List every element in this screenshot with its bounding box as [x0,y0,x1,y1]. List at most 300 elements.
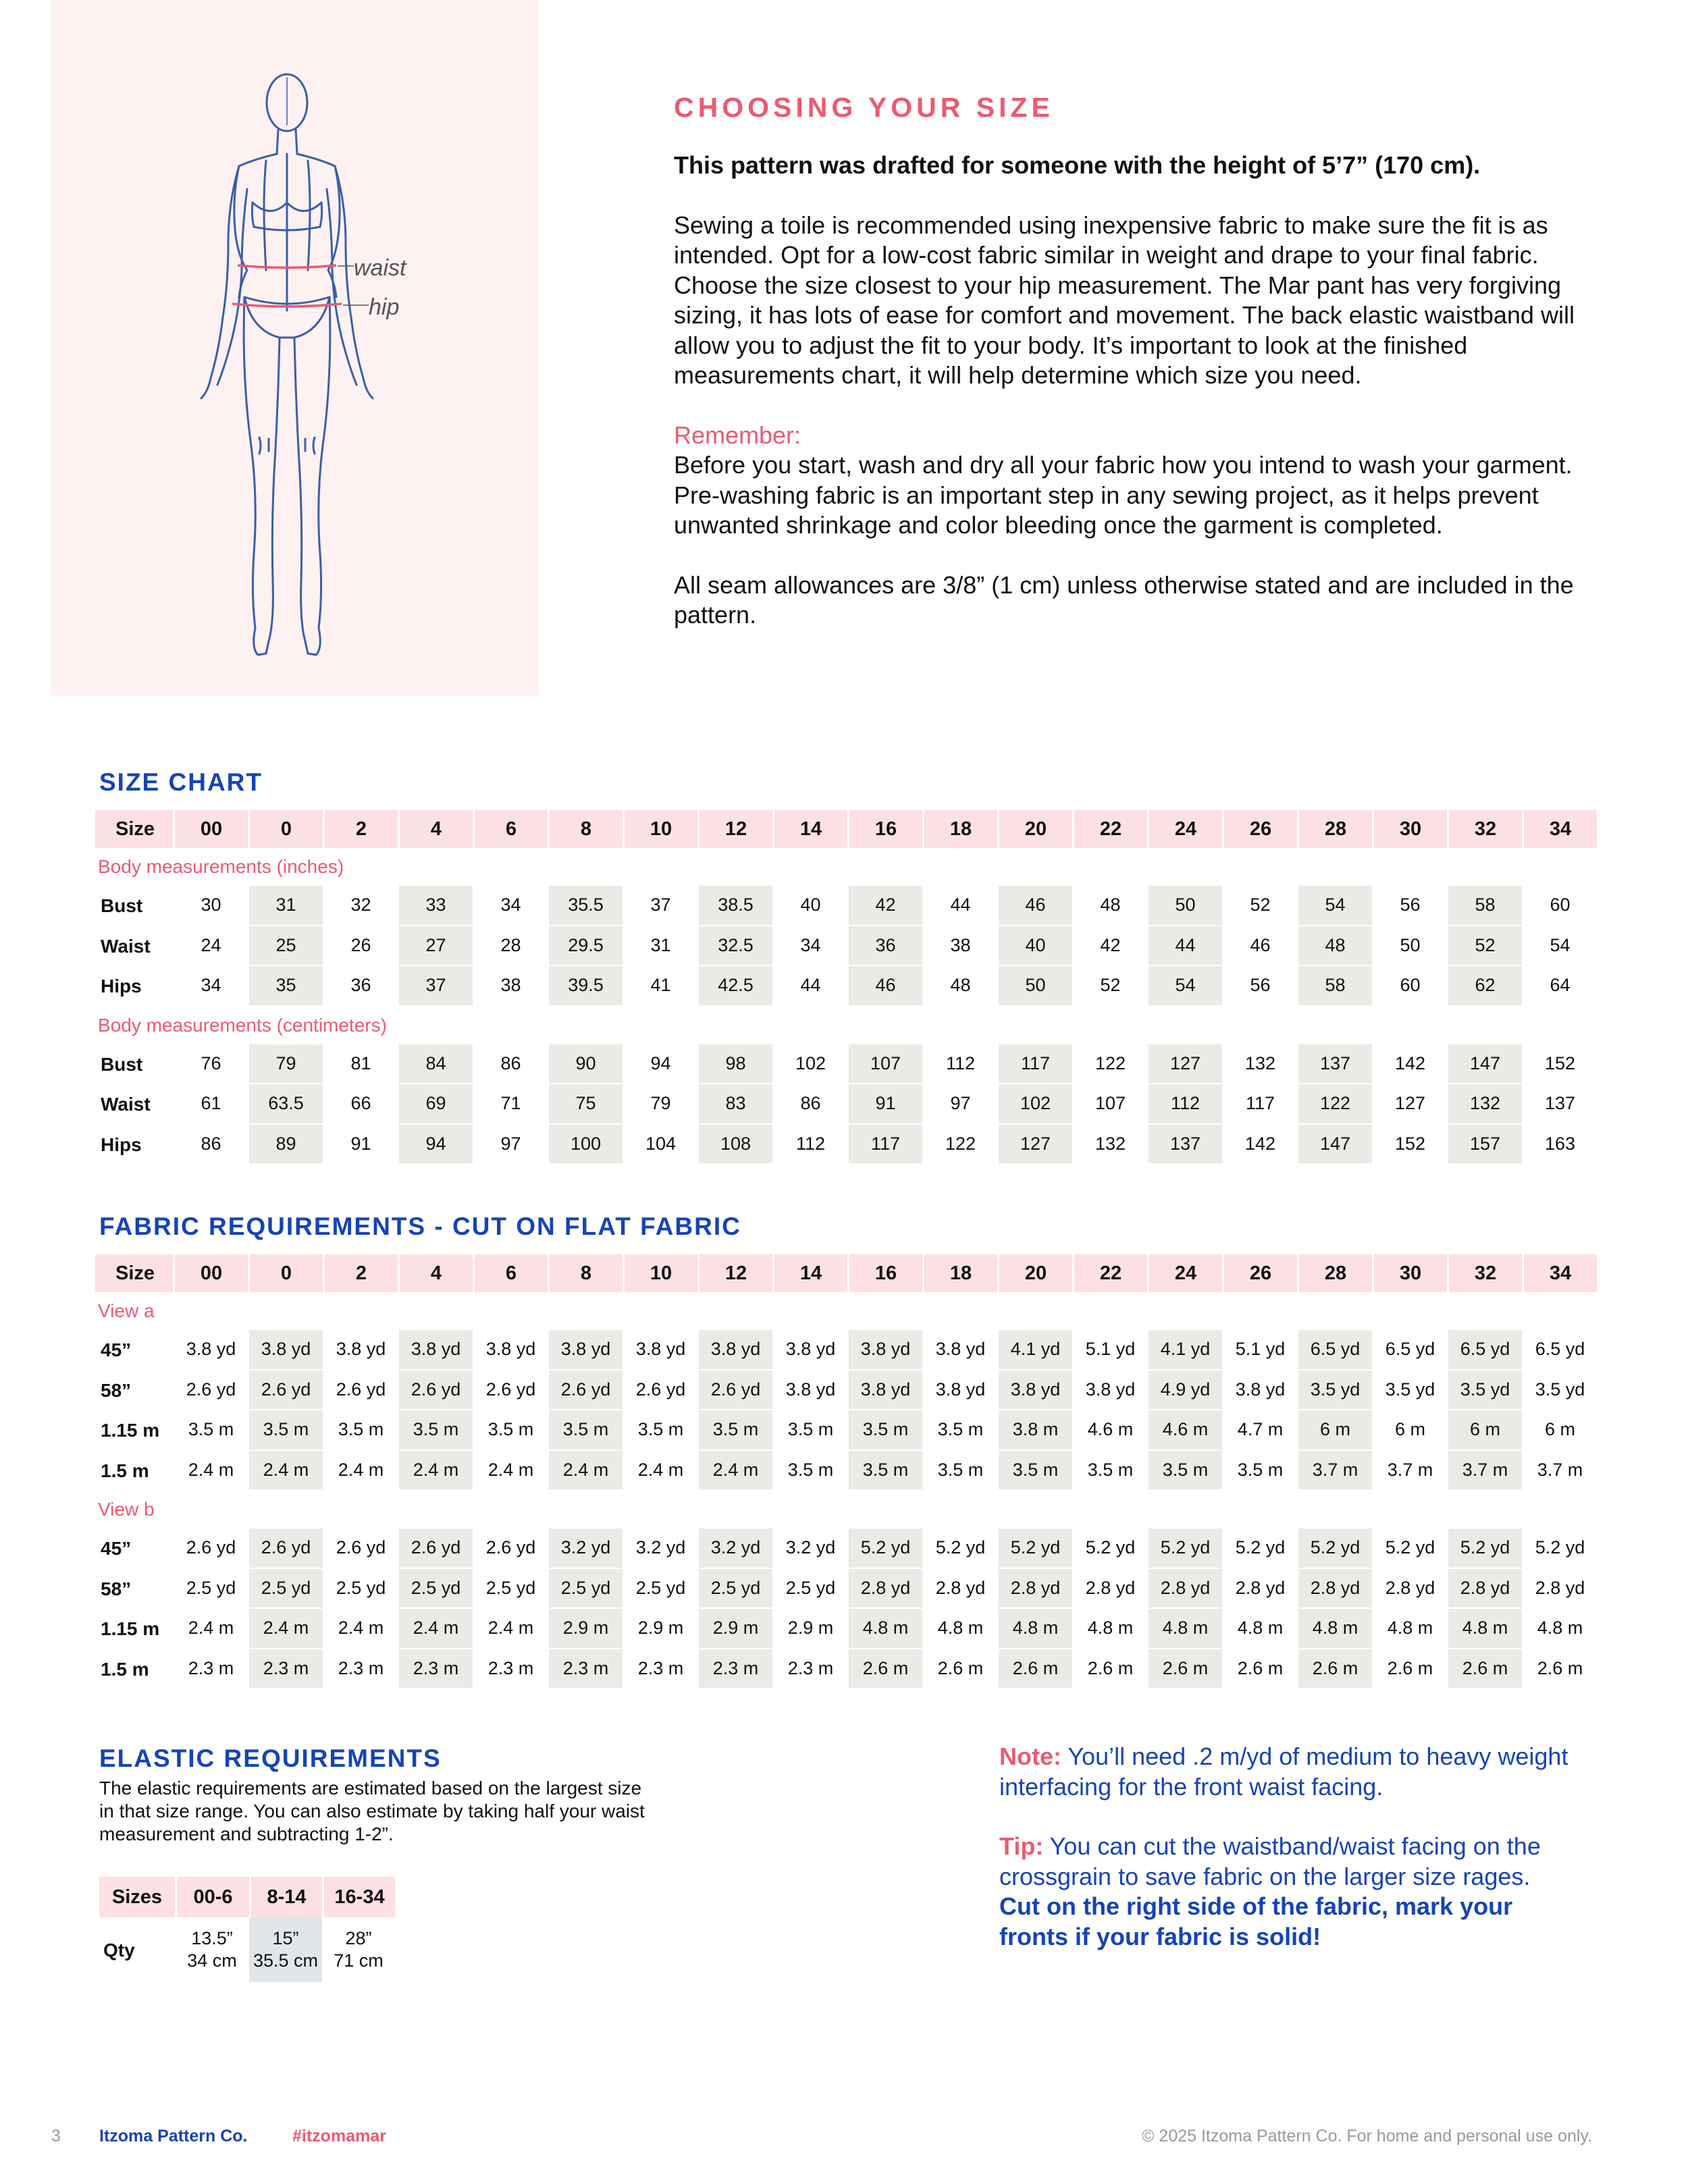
table-cell: 157 [1447,1125,1522,1165]
table-cell: 2.4 m [548,1451,623,1491]
table-cell: 2.9 m [623,1609,697,1649]
table-cell: 91 [847,1084,922,1125]
body-figure-illustration [51,0,539,695]
elastic-qty-cm: 35.5 cm [253,1950,319,1971]
table-cell: 84 [398,1044,473,1085]
elastic-qty-inches: 13.5” [191,1928,233,1948]
table-cell: 2.4 m [398,1609,473,1649]
table-cell: 27 [398,926,473,967]
table-cell: 2.4 m [323,1451,398,1491]
cut-right-side-note: Cut on the right side of the fabric, mark your fronts if your fabric is solid! [999,1892,1513,1950]
table-row [95,1084,1597,1125]
table-cell: 89 [248,1125,323,1165]
table-cell: 127 [1147,1044,1222,1085]
size-column-header: 32 [1447,810,1522,848]
size-column-header: 34 [1522,1254,1597,1292]
table-cell: 5.2 yd [1222,1528,1297,1569]
table-cell: 3.5 m [548,1410,623,1451]
table-cell: 2.5 yd [772,1569,847,1609]
elastic-description-line: measurement and subtracting 1-2”. [99,1823,394,1844]
table-cell: 2.3 m [772,1649,847,1690]
elastic-table-header [99,1877,395,1917]
fabric-requirements-table [95,1254,1597,1689]
table-cell: 3.5 m [922,1451,997,1491]
table-cell: 46 [997,886,1072,926]
table-cell: 37 [623,886,697,926]
table-cell: 2.4 m [398,1451,473,1491]
table-row [95,1410,1597,1451]
row-label: Hips [101,976,142,996]
group-subheading: Body measurements (inches) [98,856,344,877]
table-cell: 5.2 yd [1372,1528,1447,1569]
table-cell: 64 [1522,966,1597,1007]
table-cell: 60 [1522,886,1597,926]
table-cell: 3.5 m [1072,1451,1147,1491]
table-row [95,1649,1597,1690]
table-cell: 122 [1072,1044,1147,1085]
table-cell: 61 [173,1084,248,1125]
size-column-header: 00 [173,810,248,848]
table-cell: 2.4 m [323,1609,398,1649]
table-cell: 3.5 m [847,1410,922,1451]
table-cell: 36 [847,926,922,967]
row-label: 45” [101,1339,132,1360]
table-cell: 2.8 yd [1147,1569,1222,1609]
table-cell: 79 [623,1084,697,1125]
table-cell: 4.8 m [1297,1609,1372,1649]
size-column-header: 0 [248,810,323,848]
figure-panel [51,0,539,695]
table-cell: 52 [1072,966,1147,1007]
table-cell: 6.5 yd [1372,1330,1447,1370]
table-cell: 39.5 [548,966,623,1007]
table-cell: 2.4 m [473,1609,548,1649]
table-cell: 117 [1222,1084,1297,1125]
table-row [95,926,1597,967]
table-cell: 3.8 yd [997,1370,1072,1411]
table-cell: 2.3 m [473,1649,548,1690]
size-column-header: 28 [1297,810,1372,848]
table-cell: 2.8 yd [922,1569,997,1609]
size-column-header: 30 [1372,810,1447,848]
table-cell: 4.6 m [1072,1410,1147,1451]
table-cell: 4.6 m [1147,1410,1222,1451]
size-column-header: 0 [248,1254,323,1292]
table-row [95,1125,1597,1165]
table-cell: 137 [1147,1125,1222,1165]
table-cell: 3.5 yd [1447,1370,1522,1411]
table-cell: 3.5 m [1147,1451,1222,1491]
table-cell: 40 [772,886,847,926]
table-cell: 2.8 yd [847,1569,922,1609]
table-cell: 46 [1222,926,1297,967]
size-column-header: 12 [697,810,772,848]
elastic-qty-cm: 34 cm [187,1950,237,1971]
table-cell: 36 [323,966,398,1007]
row-label: Waist [101,935,151,957]
table-cell: 2.4 m [697,1451,772,1491]
size-column-header: 34 [1522,810,1597,848]
table-cell: 31 [623,926,697,967]
size-column-header: 2 [323,810,398,848]
table-cell: 98 [697,1044,772,1085]
elastic-qty-cm: 71 cm [334,1950,384,1971]
table-cell: 152 [1522,1044,1597,1085]
elastic-description-line: in that size range. You can also estimate by taking half your waist [99,1801,645,1821]
table-cell: 50 [1147,886,1222,926]
size-label-header: Size [115,818,155,840]
row-label: 1.15 m [101,1618,160,1639]
table-cell: 4.1 yd [997,1330,1072,1370]
table-cell: 83 [697,1084,772,1125]
size-column-header: 22 [1072,1254,1147,1292]
table-cell: 2.6 yd [398,1528,473,1569]
table-cell: 97 [922,1084,997,1125]
table-cell: 5.2 yd [847,1528,922,1569]
table-cell: 37 [398,966,473,1007]
fabric-requirements-title: FABRIC REQUIREMENTS - CUT ON FLAT FABRIC [99,1213,741,1240]
table-row [95,966,1597,1007]
tip-paragraph [999,1832,1580,1892]
elastic-size-header: 16-34 [322,1877,395,1917]
table-cell: 142 [1372,1044,1447,1085]
table-cell: 102 [772,1044,847,1085]
table-cell: 35 [248,966,323,1007]
hip-label: hip [369,294,400,320]
size-column-header: 10 [623,810,697,848]
table-cell: 38.5 [697,886,772,926]
table-cell: 6.5 yd [1447,1330,1522,1370]
table-cell: 2.5 yd [248,1569,323,1609]
table-row [95,1569,1597,1609]
table-cell: 3.2 yd [548,1528,623,1569]
row-label: 1.5 m [101,1460,149,1481]
table-row [95,1330,1597,1370]
table-cell: 5.2 yd [1072,1528,1147,1569]
table-cell: 28 [473,926,548,967]
table-row [95,1370,1597,1411]
table-cell: 6.5 yd [1522,1330,1597,1370]
table-cell: 2.4 m [248,1609,323,1649]
table-cell: 71 [473,1084,548,1125]
table-cell: 2.4 m [623,1451,697,1491]
table-cell: 2.3 m [623,1649,697,1690]
size-column-header: 2 [323,1254,398,1292]
table-cell: 6 m [1522,1410,1597,1451]
table-cell: 41 [623,966,697,1007]
group-subheading: Body measurements (centimeters) [98,1014,387,1036]
size-column-header: 4 [398,1254,473,1292]
table-cell: 2.6 m [1222,1649,1297,1690]
table-cell: 63.5 [248,1084,323,1125]
table-cell: 42.5 [697,966,772,1007]
table-cell: 3.5 m [473,1410,548,1451]
table-cell: 4.8 m [1447,1609,1522,1649]
table-cell: 32 [323,886,398,926]
table-cell: 3.7 m [1522,1451,1597,1491]
table-cell: 3.5 yd [1372,1370,1447,1411]
table-cell: 100 [548,1125,623,1165]
table-cell: 3.8 m [997,1410,1072,1451]
size-column-header: 18 [922,1254,997,1292]
table-cell: 90 [548,1044,623,1085]
table-cell: 4.8 m [1147,1609,1222,1649]
sizes-header: Sizes [111,1886,163,1908]
table-cell: 2.6 m [997,1649,1072,1690]
table-cell: 60 [1372,966,1447,1007]
note-paragraph [999,1742,1580,1802]
table-row [95,1451,1597,1491]
elastic-table [99,1877,395,1982]
size-chart-table [95,810,1597,1165]
table-cell: 132 [1222,1044,1297,1085]
table-cell: 5.2 yd [1447,1528,1522,1569]
table-cell: 3.5 yd [1297,1370,1372,1411]
table-cell: 3.5 m [772,1451,847,1491]
size-column-header: 30 [1372,1254,1447,1292]
size-column-header: 12 [697,1254,772,1292]
table-cell: 2.5 yd [173,1569,248,1609]
table-cell: 2.5 yd [323,1569,398,1609]
table-cell: 34 [173,966,248,1007]
table-cell: 4.8 m [1522,1609,1597,1649]
size-column-header: 16 [847,810,922,848]
choosing-size-title: CHOOSING YOUR SIZE [674,92,1054,123]
table-cell: 56 [1222,966,1297,1007]
table-cell: 2.6 yd [248,1528,323,1569]
table-cell: 122 [922,1125,997,1165]
size-column-header: 6 [473,1254,548,1292]
table-cell: 44 [772,966,847,1007]
table-cell: 2.8 yd [1522,1569,1597,1609]
table-cell: 104 [623,1125,697,1165]
table-cell: 32.5 [697,926,772,967]
table-cell: 2.9 m [697,1609,772,1649]
table-cell: 3.5 yd [1522,1370,1597,1411]
table-cell: 4.8 m [922,1609,997,1649]
table-cell: 4.8 m [1222,1609,1297,1649]
tip-text: You can cut the waistband/waist facing on the crossgrain to save fabric on the larger size rages. [999,1832,1541,1890]
table-cell: 2.6 yd [473,1370,548,1411]
table-cell: 3.5 m [922,1410,997,1451]
table-cell: 2.4 m [473,1451,548,1491]
table-cell: 2.6 m [1297,1649,1372,1690]
table-cell: 94 [398,1125,473,1165]
note-label: Note: [999,1742,1061,1770]
table-cell: 2.9 m [548,1609,623,1649]
size-column-header: 32 [1447,1254,1522,1292]
table-cell: 112 [772,1125,847,1165]
row-label: 58” [101,1578,132,1599]
table-cell: 79 [248,1044,323,1085]
table-cell: 52 [1447,926,1522,967]
table-cell: 137 [1522,1084,1597,1125]
brand-name: Itzoma Pattern Co. [99,2127,248,2146]
table-cell: 112 [1147,1084,1222,1125]
row-label: 58” [101,1379,132,1401]
table-cell: 5.2 yd [1522,1528,1597,1569]
table-cell: 3.5 m [323,1410,398,1451]
table-cell: 147 [1447,1044,1522,1085]
table-cell: 3.8 yd [772,1330,847,1370]
prewash-paragraph: Before you start, wash and dry all your fabric how you intend to wash your garment. Pre-washing fabric is an important step in any sewing project, as it helps prevent unwanted shrinkage and color bleeding once the garment is completed. [674,451,1573,539]
table-cell: 2.6 yd [323,1370,398,1411]
table-cell: 42 [1072,926,1147,967]
table-cell: 2.6 m [1147,1649,1222,1690]
table-cell: 117 [997,1044,1072,1085]
table-cell: 35.5 [548,886,623,926]
table-cell: 2.8 yd [1372,1569,1447,1609]
table-cell: 33 [398,886,473,926]
table-cell: 52 [1222,886,1297,926]
table-cell: 40 [997,926,1072,967]
table-cell: 44 [1147,926,1222,967]
table-cell: 2.8 yd [1072,1569,1147,1609]
table-cell: 3.5 m [248,1410,323,1451]
table-cell: 3.2 yd [623,1528,697,1569]
table-cell: 3.8 yd [697,1330,772,1370]
qty-label: Qty [103,1939,135,1961]
table-cell: 44 [922,886,997,926]
table-cell: 2.4 m [173,1609,248,1649]
table-cell: 38 [922,926,997,967]
table-cell: 3.8 yd [922,1370,997,1411]
table-cell: 54 [1522,926,1597,967]
table-cell: 86 [173,1125,248,1165]
table-cell: 3.8 yd [1222,1370,1297,1411]
table-cell: 2.8 yd [1447,1569,1522,1609]
table-cell: 26 [323,926,398,967]
waist-label: waist [354,255,406,281]
size-column-header: 20 [997,810,1072,848]
table-cell: 62 [1447,966,1522,1007]
table-cell: 3.8 yd [323,1330,398,1370]
table-cell: 5.2 yd [997,1528,1072,1569]
size-column-header: 14 [772,1254,847,1292]
table-cell: 3.7 m [1297,1451,1372,1491]
table-cell: 3.2 yd [697,1528,772,1569]
size-column-header: 16 [847,1254,922,1292]
table-cell: 3.8 yd [847,1330,922,1370]
hashtag: #itzomamar [292,2127,386,2146]
table-cell: 2.9 m [772,1609,847,1649]
table-cell: 24 [173,926,248,967]
size-column-header: 8 [548,810,623,848]
table-cell: 3.8 yd [473,1330,548,1370]
size-column-header: 26 [1222,1254,1297,1292]
table-cell: 3.8 yd [1072,1370,1147,1411]
table-cell: 97 [473,1125,548,1165]
table-cell: 2.6 yd [398,1370,473,1411]
table-cell: 4.8 m [997,1609,1072,1649]
table-cell: 2.6 yd [548,1370,623,1411]
table-row [95,886,1597,926]
table-cell: 2.6 m [1447,1649,1522,1690]
height-statement: This pattern was drafted for someone with the height of 5’7” (170 cm). [674,151,1481,179]
table-cell: 2.3 m [323,1649,398,1690]
table-cell: 86 [473,1044,548,1085]
table-cell: 2.6 yd [248,1370,323,1411]
table-cell: 4.7 m [1222,1410,1297,1451]
table-header-row [95,810,1597,848]
size-column-header: 14 [772,810,847,848]
table-cell: 42 [847,886,922,926]
row-label: Bust [101,895,143,916]
table-cell: 3.5 m [847,1451,922,1491]
table-cell: 102 [997,1084,1072,1125]
size-column-header: 8 [548,1254,623,1292]
table-cell: 2.6 yd [623,1370,697,1411]
table-cell: 5.1 yd [1072,1330,1147,1370]
row-label: 1.5 m [101,1658,149,1680]
size-column-header: 00 [173,1254,248,1292]
table-cell: 2.3 m [697,1649,772,1690]
table-cell: 66 [323,1084,398,1125]
elastic-qty-cell [175,1917,249,1982]
table-cell: 127 [1372,1084,1447,1125]
table-cell: 69 [398,1084,473,1125]
table-cell: 107 [847,1044,922,1085]
row-label: Hips [101,1134,142,1155]
table-cell: 122 [1297,1084,1372,1125]
table-cell: 6 m [1372,1410,1447,1451]
copyright-notice: © 2025 Itzoma Pattern Co. For home and personal use only. [1142,2127,1592,2146]
table-cell: 5.2 yd [1297,1528,1372,1569]
table-cell: 3.8 yd [548,1330,623,1370]
table-cell: 3.5 m [772,1410,847,1451]
table-cell: 46 [847,966,922,1007]
table-cell: 2.8 yd [997,1569,1072,1609]
row-label: Waist [101,1094,151,1115]
intro-section [674,92,1619,631]
table-cell: 2.5 yd [473,1569,548,1609]
table-cell: 2.6 yd [323,1528,398,1569]
table-cell: 107 [1072,1084,1147,1125]
size-column-header: 18 [922,810,997,848]
table-row [95,1044,1597,1085]
table-cell: 2.5 yd [548,1569,623,1609]
table-cell: 132 [1072,1125,1147,1165]
table-cell: 2.6 m [922,1649,997,1690]
table-cell: 75 [548,1084,623,1125]
table-cell: 2.6 yd [173,1370,248,1411]
table-cell: 3.5 m [398,1410,473,1451]
table-cell: 25 [248,926,323,967]
size-column-header: 22 [1072,810,1147,848]
elastic-qty-inches: 28” [345,1928,372,1948]
table-cell: 54 [1147,966,1222,1007]
table-cell: 132 [1447,1084,1522,1125]
table-cell: 2.6 m [1072,1649,1147,1690]
table-cell: 48 [922,966,997,1007]
row-label: Bust [101,1053,143,1075]
size-column-header: 28 [1297,1254,1372,1292]
table-cell: 58 [1297,966,1372,1007]
table-cell: 3.5 m [623,1410,697,1451]
note-text: You’ll need .2 m/yd of medium to heavy weight interfacing for the front waist facing. [999,1742,1568,1801]
group-subheading: View a [98,1300,155,1321]
table-cell: 81 [323,1044,398,1085]
table-cell: 48 [1297,926,1372,967]
table-header-row [95,1254,1597,1292]
table-cell: 30 [173,886,248,926]
page-number: 3 [51,2127,61,2146]
size-column-header: 26 [1222,810,1297,848]
elastic-size-header: 00-6 [175,1877,249,1917]
table-row [95,1609,1597,1649]
table-row [95,1528,1597,1569]
table-cell: 29.5 [548,926,623,967]
